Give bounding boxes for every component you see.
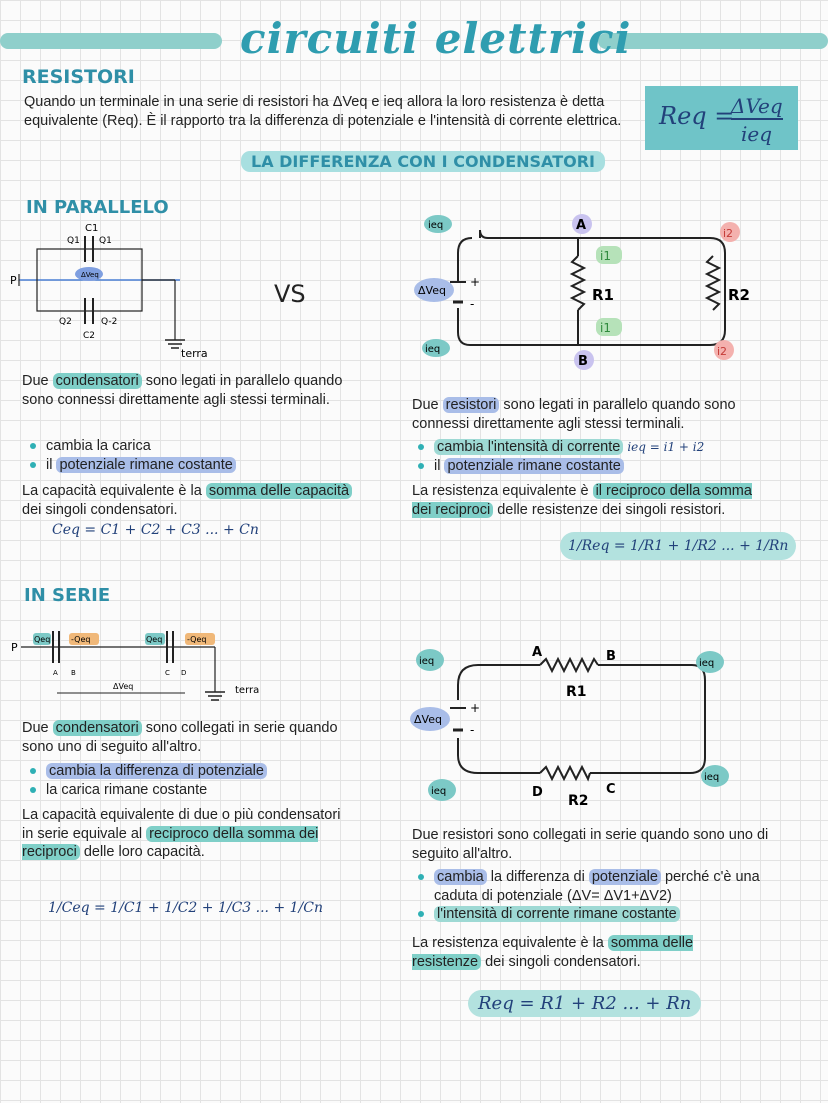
circ-plus: + bbox=[470, 275, 481, 289]
s-circ-plus: + bbox=[470, 701, 481, 715]
diag-mqeq2: -Qeq bbox=[187, 635, 207, 644]
vs-label: VS bbox=[274, 280, 306, 308]
circ-ieq-top: ieq bbox=[428, 220, 444, 231]
s-circ-minus: - bbox=[470, 723, 475, 737]
s-circ-ieq-tr: ieq bbox=[699, 658, 715, 669]
parallel-resistor-circuit bbox=[410, 210, 755, 375]
s-circ-r1: R1 bbox=[566, 684, 587, 700]
parallel-cap-intro: Due condensatori sono legati in parallelo quando sono connessi direttamente agli stessi terminali. bbox=[22, 373, 343, 408]
list-item: cambia la carica bbox=[22, 437, 367, 456]
diag-q1a: Q1 bbox=[67, 236, 80, 246]
series-capacitor-diagram bbox=[5, 625, 270, 710]
s-circ-ieq-br: ieq bbox=[704, 772, 720, 783]
parallel-heading: IN PARALLELO bbox=[26, 197, 169, 218]
diag-terra: terra bbox=[181, 347, 208, 360]
circ-b: B bbox=[578, 354, 588, 369]
series-res-eq: La resistenza equivalente è la somma delle resistenze dei singoli condensatori. bbox=[412, 935, 694, 970]
hl-condensatori: condensatori bbox=[53, 373, 142, 389]
ceq-series-formula: 1/Ceq = 1/C1 + 1/C2 + 1/C3 ... + 1/Cn bbox=[48, 900, 323, 916]
parallel-capacitor-diagram bbox=[5, 218, 220, 363]
diag-p: P bbox=[10, 274, 17, 287]
diag-s-d: D bbox=[181, 669, 187, 677]
s-circ-r2: R2 bbox=[568, 793, 589, 809]
req-parallel-formula: 1/Req = 1/R1 + 1/R2 ... + 1/Rn bbox=[560, 532, 796, 560]
circ-dveq: ΔVeq bbox=[418, 284, 446, 297]
series-res-bullets bbox=[410, 868, 770, 924]
circ-ieq-bottom: ieq bbox=[425, 344, 441, 355]
diag-s-a: A bbox=[53, 669, 58, 677]
list-item: cambia la differenza di potenziale perché c'è una caduta di potenziale (ΔV= ΔV1+ΔV2) bbox=[410, 868, 770, 905]
circ-i2-bottom: i2 bbox=[717, 345, 728, 358]
series-cap-eq: La capacità equivalente di due o più condensatori in serie equivale al reciproco della somma dei reciproci delle loro capacità. bbox=[22, 807, 341, 860]
circ-i1-bottom: i1 bbox=[600, 321, 611, 335]
diag-qeq1: Qeq bbox=[34, 635, 51, 644]
list-item: il potenziale rimane costante bbox=[22, 456, 367, 475]
diag-s-terra: terra bbox=[235, 685, 260, 696]
diag-s-dveq: ΔVeq bbox=[113, 682, 134, 691]
list-item: cambia l'intensità di corrente ieq = i1 + i2 bbox=[410, 438, 770, 457]
series-resistor-circuit bbox=[410, 640, 750, 815]
s-circ-ieq-tl: ieq bbox=[419, 656, 435, 667]
diag-q2a: Q2 bbox=[59, 317, 72, 327]
circ-r2: R2 bbox=[728, 286, 750, 304]
diag-q1b: Q1 bbox=[99, 236, 112, 246]
circ-i1-top: i1 bbox=[600, 249, 611, 263]
s-circ-c: C bbox=[606, 782, 616, 797]
parallel-cap-bullets bbox=[22, 437, 367, 474]
req-formula-num: ΔVeq bbox=[731, 94, 783, 118]
s-circ-ieq-bl: ieq bbox=[431, 786, 447, 797]
series-cap-intro: Due condensatori sono collegati in serie quando sono uno di seguito all'altro. bbox=[22, 720, 338, 755]
page-title: circuiti elettrici bbox=[240, 14, 632, 63]
req-formula-den: ieq bbox=[741, 122, 773, 146]
title-bar-left bbox=[0, 33, 222, 49]
diag-q2b: Q-2 bbox=[101, 317, 118, 327]
series-res-intro: Due resistori sono collegati in serie quando sono uno di seguito all'altro. bbox=[412, 827, 769, 862]
parallel-res-intro: Due resistori sono legati in parallelo quando sono connessi direttamente agli stessi terminali. bbox=[412, 397, 736, 432]
parallel-res-eq: La resistenza equivalente è il reciproco della somma dei reciproci delle resistenze dei singoli resistori. bbox=[412, 483, 752, 518]
parallel-res-bullets bbox=[410, 438, 770, 475]
diag-dveq: ΔVeq bbox=[81, 271, 99, 279]
req-formula-box bbox=[645, 86, 798, 150]
circ-i2-top: i2 bbox=[723, 227, 734, 240]
circ-a: A bbox=[576, 218, 587, 233]
s-circ-dveq: ΔVeq bbox=[414, 713, 442, 726]
resistori-body: Quando un terminale in una serie di resistori ha ΔVeq e ieq allora la loro resistenza è detta equivalente (Req). È il rapporto tra la differenza di potenziale e l'intensità di corrente elettrica. bbox=[24, 94, 622, 129]
list-item: cambia la differenza di potenziale bbox=[22, 762, 352, 781]
title-bar-right bbox=[598, 33, 828, 49]
resistori-heading: RESISTORI bbox=[22, 66, 135, 88]
diag-qeq2: Qeq bbox=[146, 635, 163, 644]
diag-c1: C1 bbox=[85, 223, 99, 234]
diag-c2: C2 bbox=[83, 331, 96, 341]
s-circ-b: B bbox=[606, 649, 616, 664]
list-item: la carica rimane costante bbox=[22, 781, 352, 800]
s-circ-d: D bbox=[532, 785, 543, 800]
list-item: l'intensità di corrente rimane costante bbox=[410, 905, 770, 924]
s-circ-a: A bbox=[532, 645, 543, 660]
diag-s-b: B bbox=[71, 669, 76, 677]
difference-banner: LA DIFFERENZA CON I CONDENSATORI bbox=[241, 151, 605, 172]
series-heading: IN SERIE bbox=[24, 585, 111, 606]
diag-s-p: P bbox=[11, 641, 18, 654]
list-item: il potenziale rimane costante bbox=[410, 457, 770, 476]
req-formula-lhs: Req = bbox=[659, 102, 735, 130]
diag-mqeq1: -Qeq bbox=[71, 635, 91, 644]
ceq-parallel-formula: Ceq = C1 + C2 + C3 ... + Cn bbox=[52, 522, 259, 538]
req-series-formula: Req = R1 + R2 ... + Rn bbox=[468, 990, 701, 1017]
circ-minus: - bbox=[470, 297, 475, 311]
series-cap-bullets bbox=[22, 762, 352, 799]
parallel-cap-eq: La capacità equivalente è la somma delle capacità dei singoli condensatori. bbox=[22, 482, 367, 519]
diag-s-c: C bbox=[165, 669, 170, 677]
circ-r1: R1 bbox=[592, 286, 614, 304]
